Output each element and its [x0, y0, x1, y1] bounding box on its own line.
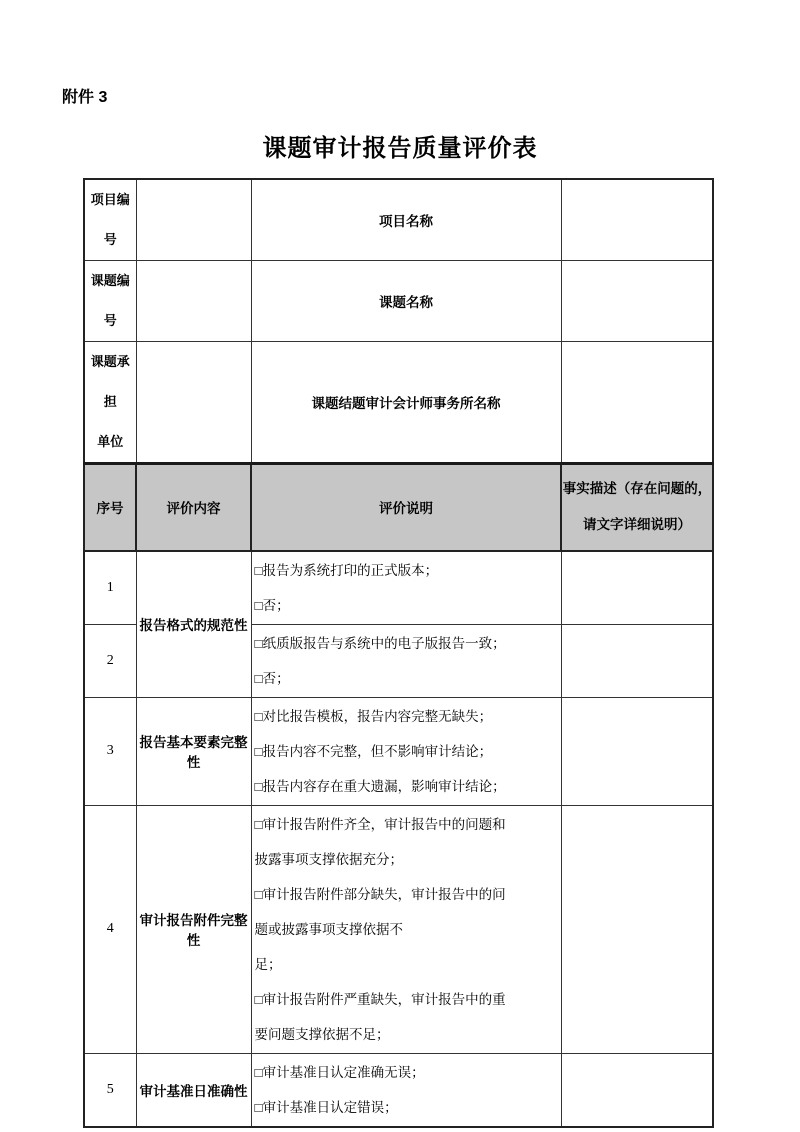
eval-description-line: □报告内容不完整，但不影响审计结论；: [254, 743, 493, 759]
eval-content-label: 审计基准日准确性: [136, 1053, 251, 1127]
eval-description-line: □审计报告附件部分缺失，审计报告中的问: [254, 886, 506, 902]
project-number-value: [136, 179, 251, 261]
subject-number-value: [136, 261, 251, 342]
info-row-subject: [84, 261, 713, 342]
undertaker-unit-label-line2: 单位: [97, 434, 124, 449]
attachment-label: 附件 3: [62, 89, 108, 106]
eval-fact-cell: [561, 805, 713, 1053]
eval-row: [84, 1053, 713, 1127]
eval-description-cell: [251, 805, 561, 1053]
undertaker-unit-label-line1: 课题承担: [90, 354, 130, 409]
eval-description-line: □纸质版报告与系统中的电子版报告一致；: [254, 635, 506, 651]
evaluation-header-row: [84, 464, 713, 551]
header-description: 评价说明: [251, 464, 561, 551]
eval-rows: [84, 551, 713, 1127]
header-content: 评价内容: [136, 464, 251, 551]
undertaker-unit-label: [84, 342, 136, 464]
eval-content-label: 审计报告附件完整性: [136, 805, 251, 1053]
eval-description-cell: [251, 551, 561, 625]
header-no: 序号: [84, 464, 136, 551]
info-row-undertaker: [84, 342, 713, 464]
eval-description-line: □否；: [254, 597, 290, 613]
audit-firm-name-value: [561, 342, 713, 464]
subject-name-value: [561, 261, 713, 342]
eval-description-cell: [251, 1053, 561, 1127]
eval-fact-cell: [561, 697, 713, 805]
project-name-label: 项目名称: [251, 179, 561, 261]
eval-description-line: 足；: [254, 956, 282, 972]
subject-number-label: 课题编号: [84, 261, 136, 342]
eval-description-line: □否；: [254, 670, 290, 686]
eval-description-line: □报告内容存在重大遗漏，影响审计结论；: [254, 778, 506, 794]
evaluation-table: [83, 178, 714, 1128]
eval-row-number: 3: [84, 697, 136, 805]
eval-description-line: □审计基准日认定错误；: [254, 1099, 398, 1115]
eval-fact-cell: [561, 624, 713, 697]
header-fact-line2: 请文字详细说明）: [583, 517, 691, 533]
eval-content-label: 报告基本要素完整性: [136, 697, 251, 805]
eval-description-line: □报告为系统打印的正式版本；: [254, 562, 439, 578]
audit-firm-name-label: 课题结题审计会计师事务所名称: [251, 342, 561, 464]
page-title: 课题审计报告质量评价表: [262, 135, 538, 162]
eval-row: [84, 551, 713, 625]
eval-row-number: 1: [84, 551, 136, 625]
eval-description-line: □对比报告模板，报告内容完整无缺失；: [254, 708, 493, 724]
eval-description-line: 披露事项支撑依据充分；: [254, 851, 403, 867]
eval-row-number: 2: [84, 624, 136, 697]
header-fact: [561, 464, 713, 551]
eval-row-number: 5: [84, 1053, 136, 1127]
header-fact-line1: 事实描述（存在问题的，: [562, 481, 712, 497]
eval-description-line: □审计报告附件齐全，审计报告中的问题和: [254, 816, 506, 832]
eval-fact-cell: [561, 551, 713, 625]
undertaker-unit-value: [136, 342, 251, 464]
eval-row: [84, 805, 713, 1053]
eval-description-line: □审计基准日认定准确无误；: [254, 1064, 425, 1080]
eval-content-label: 报告格式的规范性: [136, 551, 251, 698]
project-name-value: [561, 179, 713, 261]
project-number-label: 项目编号: [84, 179, 136, 261]
eval-description-line: 要问题支撑依据不足；: [254, 1026, 390, 1042]
eval-description-cell: [251, 697, 561, 805]
eval-description-line: □审计报告附件严重缺失，审计报告中的重: [254, 991, 506, 1007]
info-row-project: [84, 179, 713, 261]
eval-description-cell: [251, 624, 561, 697]
eval-row: [84, 697, 713, 805]
eval-description-line: 题或披露事项支撑依据不: [254, 921, 403, 937]
subject-name-label: 课题名称: [251, 261, 561, 342]
eval-fact-cell: [561, 1053, 713, 1127]
eval-row-number: 4: [84, 805, 136, 1053]
